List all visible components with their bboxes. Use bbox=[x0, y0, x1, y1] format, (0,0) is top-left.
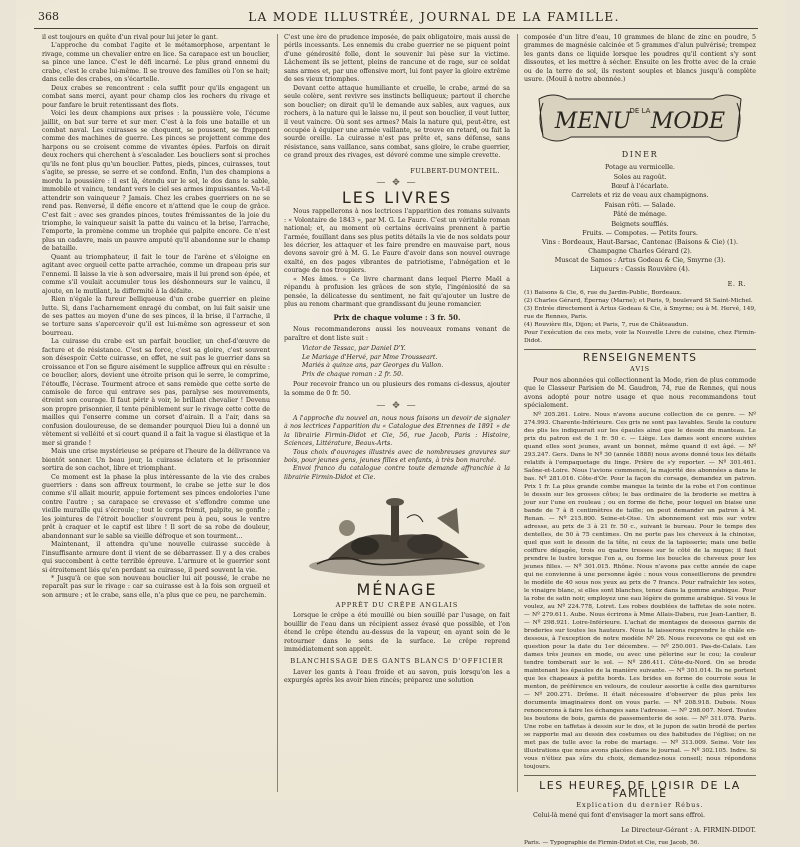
price-line: Prix de chaque volume : 3 fr. 50. bbox=[333, 312, 461, 322]
list-item: Mariés à quinze ans, par Georges du Vallon. bbox=[302, 362, 444, 370]
paragraph: La cuirasse du crabe est un parfait bouclier, un chef-d'œuvre de facture et de résistance. C'est sa force, c'est sa gloire, c'est souvent son désespoir. Cette cuirasse, en effet, ne suit pas le guerrier dans sa croissance et l'on se figure aisément le supplice affreux qui en résulte : ce bouclier, alors, devient une étroite prison qui le serre, le comprime, l'étouffe, l'écrase. Tourment atroce et sans remède que cette sorte de camisole de force qui entrave ses pas, paralyse ses mouvements, étreint son courage. Il faut périr à voir, le brillant chevalier ! Devenu son propre prisonnier, il tente péniblement sur le rivage cette cotte de mailles qui l'enserre comme un corset d'airain. Il a l'air, dans sa confusion douloureuse, de se demander pourquoi Dieu lui a donné un vêtement si velléité et si court quand il a fait la vague si élastique et la mer si grande ! bbox=[42, 338, 270, 447]
menu-banner-right: MODE bbox=[650, 108, 726, 134]
menu-item: Carrelets et riz de veau aux champignons. bbox=[571, 191, 709, 200]
menu-item: Potage au vermicelle. bbox=[605, 163, 675, 172]
paragraph: Pour recevoir franco un ou plusieurs des romans ci-dessus, ajouter la somme de 0 fr. 50. bbox=[284, 381, 510, 397]
menu-item: Pâté de ménage. bbox=[613, 210, 667, 219]
paragraph: composée d'un litre d'eau, 10 grammes de blanc de zinc en poudre, 5 grammes de magnésie calcinée et 5 grammes d'alun pulvérisé; trempez les gants dans ce liquide lorsque les poudres qu'il contient s'y sont dissoutes, et les mettre à sécher. Ensuite on les frotte avec de la craie ou de la terre de sol, ils restent souples et blancs jusqu'à complète usure. (Mouil à notre abonnée.) bbox=[524, 34, 756, 84]
paragraph: Lorsque le crêpe a été mouillé ou bien souillé par l'usage, on fait bouillir de l'eau dans un récipient assez évasé que possible, et l'on étend le crêpe étendu au-dessus de la vapeur, en ayant soin de le retourner dans le sens de la surface. Le crêpe reprend immédiatement son apprêt. bbox=[284, 612, 510, 654]
list-item: Le Mariage d'Hervé, par Mme Trousseart. bbox=[302, 353, 438, 361]
wine-item: Vins : Bordeaux, Haut-Barsac, Cantenac (Baisons & Cie) (1). bbox=[541, 238, 739, 247]
rebus-heading: Explication du dernier Rébus. bbox=[576, 800, 704, 809]
paragraph: il est toujours en quête d'un rival pour lui jeter le gant. bbox=[42, 34, 219, 41]
section-title-menage: MÉNAGE bbox=[356, 580, 438, 600]
paragraph: Pour nos abonnées qui collectionnent la Mode, rien de plus commode que le Classeur Parisien de M. Gaudron, 74, rue de Rennes, qui nous avons adopté pour notre usage et que nous recommandons tout spécialement. bbox=[524, 376, 756, 410]
paragraph: Tous choix d'ouvrages illustrés avec de nombreuses gravures sur bois, pour jeunes gens, jeunes filles et enfants, à très bon marché. bbox=[284, 448, 510, 464]
subheading: APPRÊT DU CRÊPE ANGLAIS bbox=[335, 600, 459, 609]
menu-items bbox=[524, 163, 756, 238]
paragraph: L'approche du combat l'agite et le métamorphose, arpentant le rivage, comme un chevalier entre en lice. Sa carapace est un bouclier, sa pince une lance. C'est le défi incarné. Le plus grand ennemi du crabe, c'est le crabe lui-même. Il se trouve des familles où l'on se hait; dans celle des crabes, on s'écartelle. bbox=[42, 42, 270, 84]
paragraph: C'est une ère de prudence imposée, de paix obligatoire, mais aussi de périls incessants. Les ennemis du crabe guerrier ne se piquent point d'une générosité folle, dont le souvenir lui pèse sur la victime. Lâchement ils se jettent, pleins de rancune et de rage, sur ce soldat sans armes et, par une offensive mort, lui font payer la gloire extrême de ses vieux triomphes. bbox=[284, 34, 510, 84]
paragraph: Devant cette attaque humiliante et cruelle, le crabe, armé de sa seule colère, sent revivre ses instincts belliqueux; partout il cherche son bouclier; on dirait qu'il le demande aux sables, aux vagues, aux rochers, à la nature qui le laisse nu, il peut son bouclier, il veut lutter, il veut vaincre. Où sont ses armes? Mais la nature qui, peut-être, est occupée à équiper une armée vaillante, se trouve en retard, ou fait la sourde oreille. La cuirasse n'est pas prête et, sans défense, sans résistance, sans vaillance, sans combat, sans gloire, le crabe guerrier, ce grand preux des rivages, est dévoré comme une simple crevette. bbox=[284, 84, 510, 160]
section-title-livres: LES LIVRES bbox=[341, 187, 453, 207]
wine-item: Champagne Charles Gérard (2). bbox=[588, 247, 692, 256]
paragraph: Maintenant, il attendra qu'une nouvelle cuirasse succède à l'insuffisante armure dont il vient de se débarrasser. Il y a des crabes qui succombent à cette terrible épreuve. L'armure et le guerrier sont si étroitement liés qu'en perdant sa cuirasse, il perd souvent la vie. bbox=[42, 541, 270, 574]
printer-imprint: Paris. — Typographie de Firmin-Didot et Cie, rue Jacob, 56. bbox=[524, 839, 700, 846]
footnote: (3) Entrée directement à Artus Godeau & Cie, à Smyrne; ou à M. Hervé, 149, rue de Rennes, Paris. bbox=[524, 305, 756, 320]
subheading-avis: AVIS bbox=[629, 365, 651, 374]
column-1 bbox=[42, 34, 270, 794]
paragraph: Envoi franco du catalogue contre toute demande affranchie à la librairie Firmin-Didot et Cie. bbox=[284, 465, 510, 481]
paragraph: Mais une crise mystérieuse se prépare et l'heure de la délivrance va bientôt sonner. Un beau jour, la cuirasse éclatera et le prisonnier sortira de son cachot, libre et triomphant. bbox=[42, 448, 270, 473]
director-credit: Le Directeur-Gérant : A. FIRMIN-DIDOT. bbox=[621, 826, 756, 835]
column-divider bbox=[517, 34, 518, 792]
ornament-divider: — ✥ — bbox=[376, 178, 418, 189]
section-title-loisirs: LES HEURES DE LOISIR DE LA FAMILLE bbox=[539, 778, 741, 801]
footnotes bbox=[524, 289, 756, 345]
paragraph: Laver les gants à l'eau froide et au savon, puis lorsqu'on les a expurgés après les avoir bien rincés; préparez une solution bbox=[284, 668, 510, 685]
column-divider bbox=[277, 34, 278, 792]
newspaper-page bbox=[16, 0, 786, 846]
paragraph: * Jusqu'à ce que son nouveau bouclier lui ait poussé, le crabe ne reparaît pas sur le rivage : car sa cuirasse est à la fois son orgueil et son armure ; et le crabe, sans elle, n'a plus que ce peu, ne parchemin. bbox=[42, 575, 270, 599]
wine-list bbox=[524, 238, 756, 274]
divider bbox=[524, 349, 756, 350]
column-2 bbox=[284, 34, 510, 794]
menu-item: Soles au ragoût. bbox=[613, 172, 667, 181]
book-list bbox=[302, 345, 510, 379]
ornament-divider: — ✥ — bbox=[376, 401, 418, 412]
menu-item: Fruits. — Compotes. — Petits fours. bbox=[582, 229, 698, 238]
paragraph: « Mes âmes. » Ce livre charmant dans lequel Pierre Maël a répandu à profusion les grâces de son style, l'ingéniosité de sa pensée, la délicatesse du sentiment, ne fait qu'ajouter un lustre de plus au renom charmant que grandissant du jeune romancier. bbox=[284, 275, 510, 309]
list-item: Prix de chaque roman : 2 fr. 50. bbox=[302, 370, 404, 378]
paragraph: Deux crabes se rencontrent : cela suffit pour qu'ils engagent un combat sans merci, ayant pour champ clos les rochers du rivage et pour fanfare le bruit retentissant des flots. bbox=[42, 84, 270, 109]
menu-banner-mid: DE LA bbox=[629, 106, 651, 115]
paragraph: Quant au triomphateur, il fait le tour de l'arène et s'éloigne en agitant avec orgueil cette patte arrachée, comme un drapeau pris sur l'ennemi. Il laisse la vie à son adversaire, mais il lui prend son épée, et comme s'il voulait accumuler tous les déshonneurs sur le vaincu, il ajoute, en le mutilant, la difformité à la défaite. bbox=[42, 253, 270, 295]
column-3 bbox=[524, 34, 756, 846]
section-title-renseignements: RENSEIGNEMENTS bbox=[582, 351, 698, 364]
subheading: BLANCHISSAGE DES GANTS BLANCS D'OFFICIER bbox=[290, 657, 504, 666]
paragraph: A l'approche du nouvel an, nous nous faisons un devoir de signaler à nos lectrices l'apparition du « Catalogue des Etrennes de 1891 » de la librairie Firmin-Didot et Cie, 56, rue Jacob, Paris : Histoire, Sciences, Littérature, Beaux-Arts. bbox=[284, 414, 510, 448]
author-signature: FULBERT-DUMONTEIL. bbox=[410, 166, 500, 175]
divider bbox=[524, 775, 756, 776]
wine-item: Muscat de Samos : Artus Godeau & Cie, Smyrne (3). bbox=[554, 256, 726, 265]
paragraph: Nous recommanderons aussi les nouveaux romans venant de paraître et dont liste suit : bbox=[284, 326, 510, 342]
correspondence-text: Nº 205.261. Loire. Nous n'avons aucune collection de ce genre. — Nº 274.993. Charente-Inférieure. Ces gris ne sont pas lavables. Seule la couture des plis les indiquerait sur les épaules ainsi que le dessin du manteau. Le prix du patron est de 1 fr. 50 c. — Liège. Les dames sont encore suivies quand elles sont jeunes, avant un bonnet, même quand il est âgé. — Nº 293.247. Gers. Dans le Nº 30 (année 1888) nous avons donné tous les détails relatifs à l'empaquetage du linge. Prière de s'y reporter. — Nº 301.461. Saône-et-Loire. Nous l'avions commencé, la majorité des abonnées a dans le bas. Nº 281.016. Côte-d'Or. Pour la façon du corsage, demandez un patron. Prix 1 fr. La plus grande combe manque la teinte de la robe et l'on continue le dessin sur les grosses côtes; le bas ordinaire de la broderie se mettra à jour sur l'une en rouleau ; ou en forme de fiche, pour lequel on biaise une bande de 7 à 8 centimètres de taille; on peut demander un patron à M. Renan. — Nº 215.800. Seine-et-Oise. Un abonnement est mis sur votre adresse, au prix de 3 à 21 fr. 50 c., suivant le bureau. Pour le temps des dentelles, de 50 à 75 centimes. On ne porte pas les cheveux à la chinoise, quel que soit le dessin de la tête, ni ceux de la tapisserie; mais une belle coiffure dégagée, trois ou quatre tresses sur le côté de la nuque; il faut prendre le lustre lorsque l'on a, ou forme les boucles de cheveux pour les jeunes filles. — Nº 301.015. Rhône. Nous n'avons pas cette année de cape qui ne convienne à une personne âgée : nous vous conseillerons de prendre le modèle de 40 sous nos yeux au prix de 7 francs. Pour rafraîchir les soies, le vinaigre blanc, si elles sont blanches, tenez dans la gomme arabique. Pour la robe de satin noir, employez une eau légère de gomme arabique. Si vous le voulez, au Nº 224.778, Loiret. Les robes doublées de taffetas de soie noire. — Nº 279.611. Aube. Nous écrirons à Mme Allais-Dabeu, rue Jean-Lantier, 8. — Nº 298.921. Loire-Inférieure. L'achat de montages de dessous garnis de broderies sur toutes les hauteurs. Nous la laisserons reprendre le châle en-dessous, à l'exception de notre modèle Nº 26. Nous recevons ce qui est en question pour la date du 1er décembre. — Nº 250.001. Pas-de-Calais. Les dames très jeunes en mode, ou avec une pèlerine sur le cou; la couleur tendre tomberait sur le sol. — Nº 286.411. Côte-du-Nord. On se brode maintenant les épaules de la manière suivante. — Nº 301.014. Ils ne portent que les chapeaux à petits bords. Les brides en forme de courroie sous le menton, de préférence en velours, de couleur assortie à celle des garnitures — Nº 200.271. Drôme. Il était nécessaire d'observer de plus près les documents imaginaires dont on vous parle. — Nº 208.918. Dubois. Nous renoncerons à faire les échanges sans l'adresse. — Nº 298.007. Nord. Toutes les boutons de bois, garnis de passementerie de soie. — Nº 311.078. Paris. Une robe en taffetas à dessin sur le dos, et le jupon de satin brodé de perles se rapporte mal au dessin des costumes ou des habitudes de l'église; on ne met pas de tulle avec la robe de mariage. — Nº 313.009. Seine. Voir les illustrations que nous avons placées dans le journal. — Nº 302.105. Indre. Si vous n'étiez pas sûrs du choix, demandez-nous conseil; nous répondons toujours. bbox=[524, 411, 756, 770]
menu-item: Beignets soufflés. bbox=[611, 219, 669, 228]
menu-item: Faisan rôti. — Salade. bbox=[604, 200, 676, 209]
journal-title: LA MODE ILLUSTRÉE, JOURNAL DE LA FAMILLE. bbox=[248, 10, 620, 24]
page-header bbox=[38, 10, 756, 28]
footnote: Pour l'exécution de ces mets, voir la Nouvelle Livre de cuisine, chez Firmin-Didot. bbox=[524, 329, 756, 344]
wine-item: Liqueurs : Cassis Rouvière (4). bbox=[590, 265, 690, 274]
header-rule bbox=[34, 28, 758, 29]
paragraph: Nous rappellerons à nos lectrices l'apparition des romans suivants : « Volontaire de 1843 », par M. G. Le Faure. C'est un véritable roman national; et, au moment où certains écrivains prennent à partie l'armée, fouillant dans ses plus petits détails la vie de nos soldats pour les décrier, les attaquer et les faire prendre en mauvaise part, nous devons savoir gré à M. G. Le Faure d'avoir dans son nouvel ouvrage exalté, en des pages vibrantes de patriotisme, l'abnégation et le courage de nos troupiers. bbox=[284, 208, 510, 275]
menu-diner-title: DINER bbox=[621, 149, 659, 159]
list-item: Victor de Tessac, par Daniel D'Y. bbox=[302, 344, 406, 352]
paragraph: Voici les deux champions aux prises : la poussière vole, l'écume jaillit, on bat sur terre et sur mer. C'est à la fois une bataille et un combat naval. Les cuirasses se choquent, se poussent, se frappent comme des machines de guerre. Les pinces se projettent comme des harpons ou se croisent comme de vivantes épées. Parfois on dirait deux rochers qui cherchent à s'escalader. Les boucliers sont si proches qu'ils ne font plus qu'un bouclier. Pattes, pieds, pinces, cuirasses, tout s'agite, se presse, se serre et se confond. Enfin, l'un des champions a mordu la poussière : il est là, étendu sur le sol, le dos dans le sable, immobile et vaincu, tendant vers le ciel ses armes impuissantes. Va-t-il attendrir son vainqueur ? Jamais. Chez les crabes guerriers on ne se rend pas. Renversé, il défie encore et n'attend que le coup de grâce. C'est fait : avec ses grandes pinces, toutes frémissantes de la joie du triomphe, le vainqueur saisit la patte du vaincu et la brise, l'arrache, l'emporte, la promène comme un trophée qui palpite encore. Ce n'est plus un cadavre, mais un pauvre amputé qu'il abandonne sur le champ de bataille. bbox=[42, 110, 270, 253]
footnote: (1) Baisons & Cie, 6, rue du Jardin-Public, Bordeaux. bbox=[524, 289, 682, 296]
menu-item: Bœuf à l'écarlate. bbox=[611, 181, 669, 190]
paragraph: Rien n'égale la fureur belliqueuse d'un crabe guerrier en pleine lutte. Si, dans l'acharnement enragé du combat, on lui fait saisir une de ses pattes au moyen d'une de ses pinces, il la brise, il l'arrache, il se torture sans s'apercevoir qu'il est lui-même son agresseur et son bourreau. bbox=[42, 296, 270, 337]
paragraph: Celui-là mené qui font d'envisager la mort sans effroi. bbox=[533, 811, 706, 819]
footnote: (4) Rouvière fils, Dijon; et Paris, 7, rue de Châteaudun. bbox=[524, 321, 689, 328]
menu-banner-left: MENU bbox=[554, 108, 632, 134]
footnote: (2) Charles Gérard, Épernay (Marne); et Paris, 9, boulevard St Saint-Michel. bbox=[524, 297, 753, 304]
page-number: 368 bbox=[38, 10, 59, 23]
menu-banner bbox=[533, 89, 747, 147]
still-life-illustration bbox=[297, 488, 497, 580]
paragraph: Ce moment est la phase la plus intéressante de la vie des crabes guerriers : dans son affreux tourment, le crabe se jette sur le dos comme s'il allait mourir, appuie fortement ses pinces endolories l'une contre l'autre ; sa carapace se crevasse et s'effondre comme une vieille muraille qui s'écroule ; tout le corps frémit, palpite, se gonfle ; les jointures de l'étroit bouclier s'ouvrent peu à peu, sous le ventre prêt à craquer et le captif est libre ! Il sort de sa robe de douleur, abandonnant sur le sable sa vieille défroque et son tourment... bbox=[42, 473, 270, 540]
initials: E. R. bbox=[727, 280, 746, 289]
